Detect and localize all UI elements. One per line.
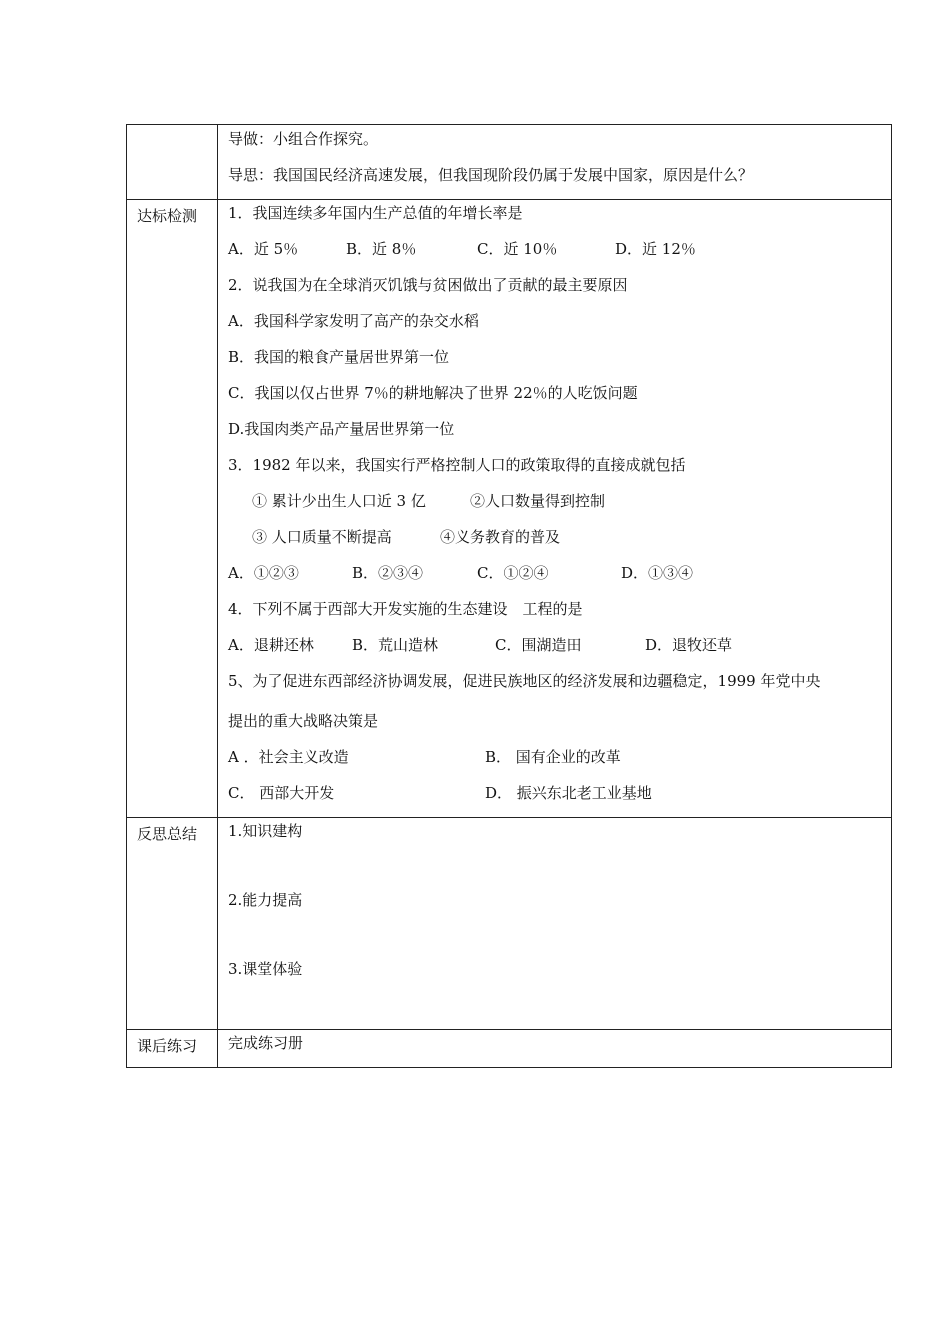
q1-text: 1．我国连续多年国内生产总值的年增长率是 bbox=[228, 204, 523, 222]
q3-text: 3．1982 年以来，我国实行严格控制人口的政策取得的直接成就包括 bbox=[228, 456, 686, 474]
q3-item: ③ 人口质量不断提高 bbox=[252, 528, 392, 546]
q3-item: ②人口数量得到控制 bbox=[470, 492, 606, 510]
q4-text: 4．下列不属于西部大开发实施的生态建设 工程的是 bbox=[228, 600, 583, 618]
q5-option: D． 振兴东北老工业基地 bbox=[485, 784, 652, 802]
q3-option: B．②③④ bbox=[352, 564, 424, 582]
reflect-item: 3.课堂体验 bbox=[228, 960, 303, 978]
q5-text-cont: 提出的重大战略决策是 bbox=[228, 712, 379, 730]
homework-text: 完成练习册 bbox=[228, 1034, 304, 1052]
homework-label: 课后练习 bbox=[137, 1037, 198, 1055]
q5-option: A ．社会主义改造 bbox=[228, 748, 349, 766]
q4-option: B．荒山造林 bbox=[352, 636, 439, 654]
q2-option: D.我国肉类产品产量居世界第一位 bbox=[228, 420, 455, 438]
q4-option: D．退牧还草 bbox=[645, 636, 733, 654]
q3-option: D．①③④ bbox=[621, 564, 694, 582]
q2-option: A．我国科学家发明了高产的杂交水稻 bbox=[228, 312, 479, 330]
q3-item: ④义务教育的普及 bbox=[440, 528, 561, 546]
q2-option: B．我国的粮食产量居世界第一位 bbox=[228, 348, 450, 366]
guide-daozuo: 导做：小组合作探究。 bbox=[228, 130, 379, 148]
q3-option: C．①②④ bbox=[477, 564, 549, 582]
q1-option: C．近 10％ bbox=[477, 240, 558, 258]
q2-option: C．我国以仅占世界 7％的耕地解决了世界 22％的人吃饭问题 bbox=[228, 384, 638, 402]
q2-text: 2．说我国为在全球消灭饥饿与贫困做出了贡献的最主要原因 bbox=[228, 276, 628, 294]
q3-item: ① 累计少出生人口近 3 亿 bbox=[252, 492, 426, 510]
q4-option: A．退耕还林 bbox=[228, 636, 314, 654]
q3-option: A．①②③ bbox=[228, 564, 299, 582]
column-divider bbox=[217, 125, 218, 1067]
q1-option: D．近 12％ bbox=[615, 240, 696, 258]
q5-text: 5、为了促进东西部经济协调发展，促进民族地区的经济发展和边疆稳定，1999 年党中央 bbox=[228, 672, 821, 690]
q5-option: C． 西部大开发 bbox=[228, 784, 335, 802]
guide-daosi: 导思：我国国民经济高速发展，但我国现阶段仍属于发展中国家，原因是什么？ bbox=[228, 166, 754, 184]
row-divider bbox=[127, 199, 891, 200]
lesson-table bbox=[126, 124, 892, 1068]
test-label: 达标检测 bbox=[137, 207, 198, 225]
row-divider bbox=[127, 1029, 891, 1030]
q5-option: B． 国有企业的改革 bbox=[485, 748, 621, 766]
q1-option: A．近 5％ bbox=[228, 240, 299, 258]
reflect-item: 1.知识建构 bbox=[228, 822, 303, 840]
q1-option: B．近 8％ bbox=[346, 240, 417, 258]
reflect-label: 反思总结 bbox=[137, 825, 198, 843]
q4-option: C．围湖造田 bbox=[495, 636, 582, 654]
reflect-item: 2.能力提高 bbox=[228, 891, 303, 909]
row-divider bbox=[127, 817, 891, 818]
